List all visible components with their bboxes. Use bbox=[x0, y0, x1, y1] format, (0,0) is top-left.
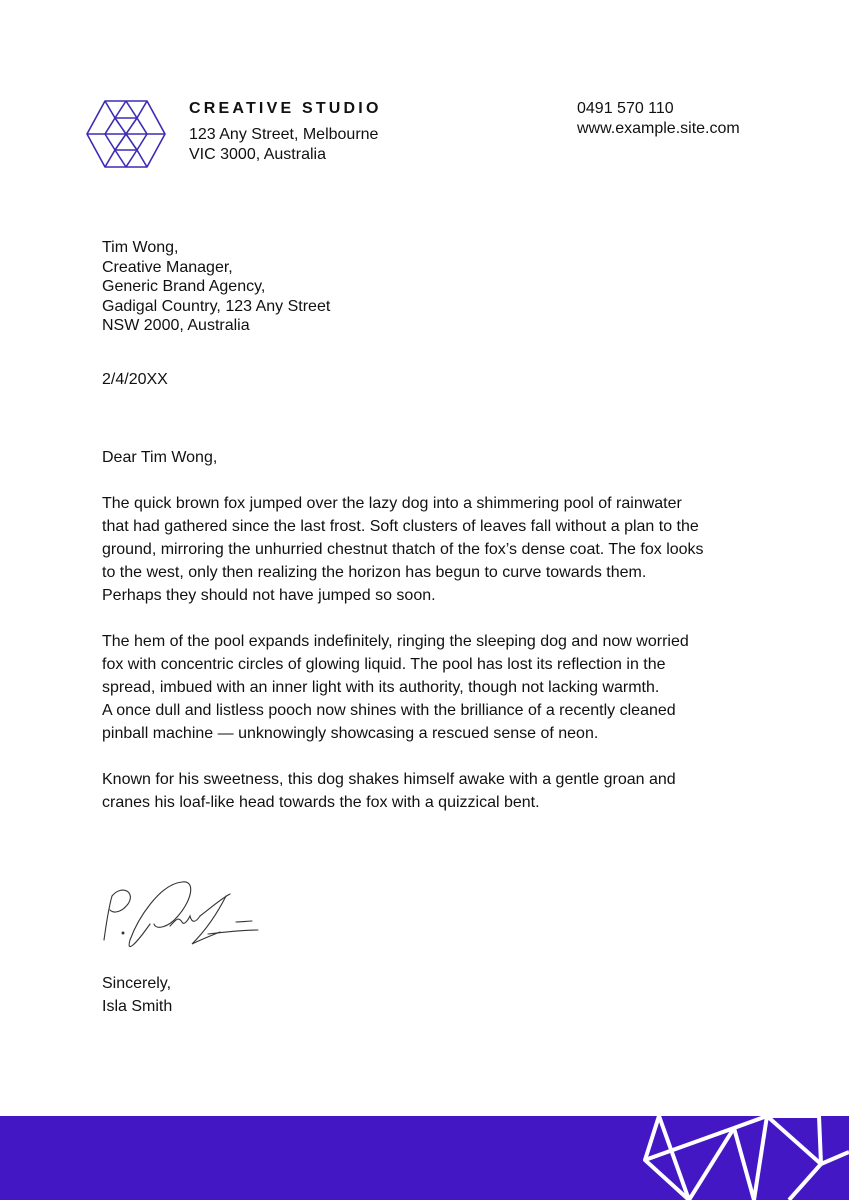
letter-body bbox=[102, 492, 742, 837]
signature-icon bbox=[98, 874, 264, 954]
geometric-pattern-icon bbox=[639, 1116, 849, 1200]
body-line: Perhaps they should not have jumped so soon. bbox=[102, 587, 436, 604]
body-paragraph bbox=[102, 630, 742, 745]
brand-name: CREATIVE STUDIO bbox=[189, 100, 382, 117]
contact-info bbox=[577, 99, 740, 139]
body-line: A once dull and listless pooch now shines with the brilliance of a recently cleaned bbox=[102, 702, 676, 719]
address-line: VIC 3000, Australia bbox=[189, 146, 326, 163]
body-line: spread, imbued with an inner light with its authority, though not lacking warmth. bbox=[102, 679, 660, 696]
body-line: The quick brown fox jumped over the lazy dog into a shimmering pool of rainwater bbox=[102, 495, 682, 512]
body-line: The hem of the pool expands indefinitely, ringing the sleeping dog and now worried bbox=[102, 633, 689, 650]
footer-band bbox=[0, 1116, 849, 1200]
body-line: Known for his sweetness, this dog shakes himself awake with a gentle groan and bbox=[102, 771, 676, 788]
valediction: Sincerely, bbox=[102, 975, 172, 992]
body-line: to the west, only then realizing the horizon has begun to curve towards them. bbox=[102, 564, 647, 581]
recipient-line: Tim Wong, bbox=[102, 239, 179, 256]
recipient-line: Creative Manager, bbox=[102, 258, 233, 276]
recipient-line: NSW 2000, Australia bbox=[102, 317, 250, 334]
phone-number: 0491 570 110 bbox=[577, 100, 674, 117]
recipient-line: Generic Brand Agency, bbox=[102, 278, 266, 295]
letter-date: 2/4/20XX bbox=[102, 371, 168, 388]
body-line: that had gathered since the last frost. Soft clusters of leaves fall without a plan to the bbox=[102, 518, 699, 535]
body-paragraph bbox=[102, 492, 742, 607]
salutation: Dear Tim Wong, bbox=[102, 449, 218, 466]
body-line: pinball machine — unknowingly showcasing a rescued sense of neon. bbox=[102, 725, 599, 742]
address-line: 123 Any Street, Melbourne bbox=[189, 126, 379, 143]
body-line: ground, mirroring the unhurried chestnut thatch of the fox’s dense coat. The fox looks bbox=[102, 541, 704, 558]
closing-block bbox=[102, 972, 172, 1018]
brand-logo-icon bbox=[85, 98, 167, 170]
body-line: cranes his loaf-like head towards the fox with a quizzical bent. bbox=[102, 794, 540, 811]
website: www.example.site.com bbox=[577, 120, 740, 137]
recipient-block bbox=[102, 238, 330, 336]
recipient-line: Gadigal Country, 123 Any Street bbox=[102, 297, 331, 315]
body-line: fox with concentric circles of glowing liquid. The pool has lost its reflection in the bbox=[102, 656, 666, 673]
body-paragraph bbox=[102, 768, 742, 814]
sender-name: Isla Smith bbox=[102, 998, 173, 1015]
brand-address bbox=[189, 125, 378, 165]
